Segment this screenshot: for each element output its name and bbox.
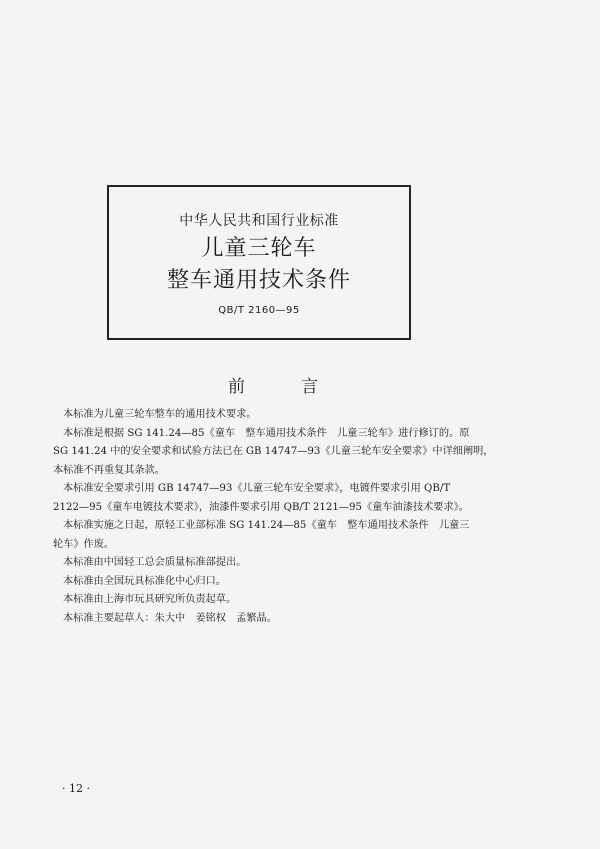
foreword-body (53, 406, 503, 628)
foreword-heading-char-1: 前 (228, 377, 245, 397)
title-box (107, 185, 411, 340)
foreword-line: 本标准由上海市玩具研究所负责起草。 (63, 594, 237, 605)
foreword-line: SG 141.24 中的安全要求和试验方法已在 GB 14747—93《儿童三轮车安全要求》中详细阐明， (53, 446, 494, 457)
standard-type: 中华人民共和国行业标准 (179, 213, 339, 229)
foreword-line: 本标准为儿童三轮车整车的通用技术要求。 (63, 409, 257, 420)
standard-code: QB/T 2160—95 (218, 305, 300, 316)
page-number: · 12 · (62, 782, 90, 795)
foreword-line: 本标准主要起草人：朱大中 姜铭权 孟繁晶。 (63, 612, 277, 624)
foreword-line: 2122—95《童车电镀技术要求》，油漆件要求引用 QB/T 2121—95《童车油漆技术要求》。 (53, 501, 469, 513)
foreword-heading-char-2: 言 (301, 377, 318, 397)
title-line-2: 整车通用技术条件 (166, 268, 351, 293)
title-line-1: 儿童三轮车 (201, 236, 317, 261)
foreword-line: 本标准由全国玩具标准化中心归口。 (63, 575, 226, 587)
foreword-line: 本标准是根据 SG 141.24—85《童车 整车通用技术条件 儿童三轮车》进行修订的。原 (63, 427, 470, 439)
foreword-line: 本标准由中国轻工总会质量标准部提出。 (63, 557, 247, 568)
foreword-heading (228, 372, 318, 397)
foreword-line: 轮车》作废。 (53, 538, 115, 550)
foreword-line: 本标准不再重复其条款。 (53, 464, 166, 476)
foreword-line: 本标准安全要求引用 GB 14747—93《儿童三轮车安全要求》，电镀件要求引用 QB/T (63, 483, 451, 494)
foreword-line: 本标准实施之日起，原轻工业部标准 SG 141.24—85《童车 整车通用技术条件 儿童三 (63, 520, 470, 531)
